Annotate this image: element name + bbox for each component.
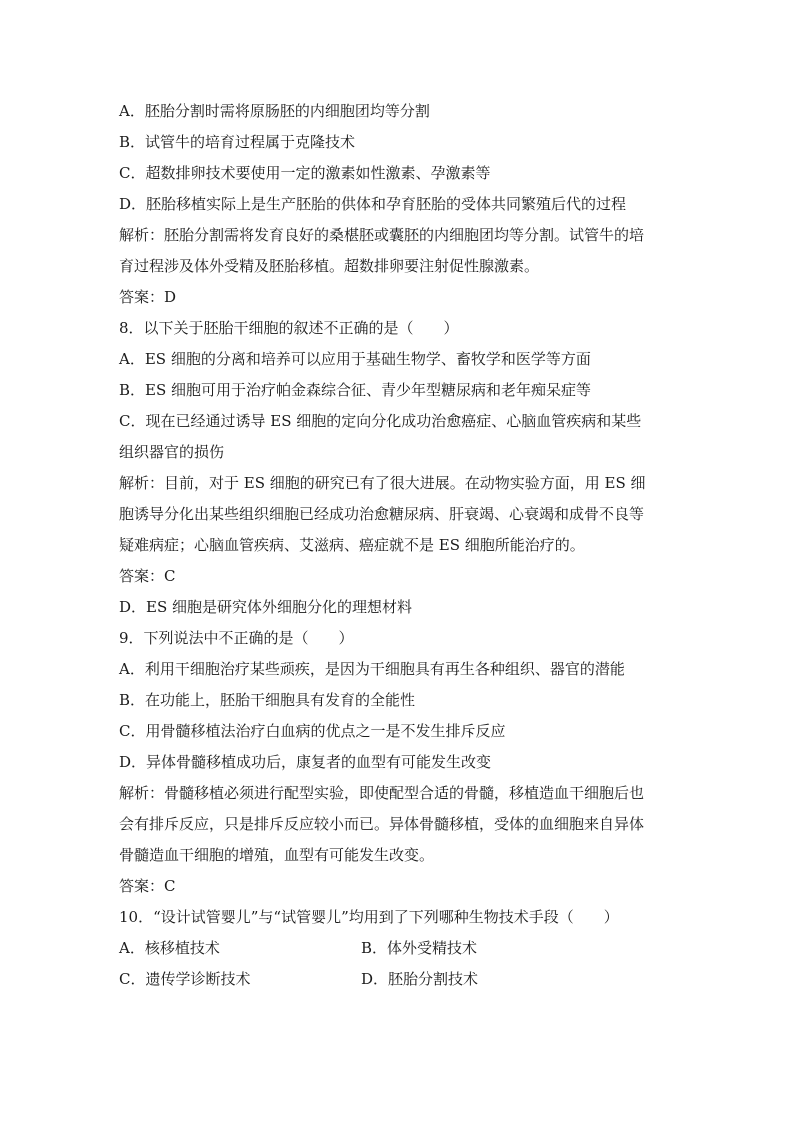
answer-8: 答案：C <box>119 567 176 585</box>
option-8a: A．ES 细胞的分离和培养可以应用于基础生物学、畜牧学和医学等方面 <box>119 350 591 368</box>
option-10d: D．胚胎分割技术 <box>361 970 479 988</box>
answer-7: 答案：D <box>119 288 177 306</box>
option-9b: B．在功能上，胚胎干细胞具有发育的全能性 <box>119 691 416 709</box>
option-9a: A．利用干细胞治疗某些顽疾，是因为干细胞具有再生各种组织、器官的潜能 <box>119 660 625 678</box>
option-10b: B．体外受精技术 <box>361 939 478 957</box>
analysis-9-line-1: 解析：骨髓移植必须进行配型实验，即使配型合适的骨髓，移植造血干细胞后也 <box>119 784 645 802</box>
option-7d: D．胚胎移植实际上是生产胚胎的供体和孕育胚胎的受体共同繁殖后代的过程 <box>119 195 627 213</box>
answer-9: 答案：C <box>119 877 176 895</box>
analysis-8-line-2: 胞诱导分化出某些组织细胞已经成功治愈糖尿病、肝衰竭、心衰竭和成骨不良等 <box>119 505 645 523</box>
option-10c: C．遗传学诊断技术 <box>119 970 251 988</box>
analysis-8-line-1: 解析：目前，对于 ES 细胞的研究已有了很大进展。在动物实验方面，用 ES 细 <box>119 474 646 492</box>
option-10a: A．核移植技术 <box>119 939 220 957</box>
document-page <box>119 96 679 995</box>
option-9d: D．异体骨髓移植成功后，康复者的血型有可能发生改变 <box>119 753 492 771</box>
analysis-9-line-2: 会有排斥反应，只是排斥反应较小而已。异体骨髓移植，受体的血细胞来自异体 <box>119 815 645 833</box>
question-8: 8．以下关于胚胎干细胞的叙述不正确的是（ ） <box>119 319 459 337</box>
analysis-8-line-3: 疑难病症；心脑血管疾病、艾滋病、癌症就不是 ES 细胞所能治疗的。 <box>119 536 585 554</box>
options-10-row-2 <box>119 964 679 995</box>
analysis-7-line-1: 解析：胚胎分割需将发育良好的桑椹胚或囊胚的内细胞团均等分割。试管牛的培 <box>119 226 645 244</box>
option-9c: C．用骨髓移植法治疗白血病的优点之一是不发生排斥反应 <box>119 722 506 740</box>
option-8b: B．ES 细胞可用于治疗帕金森综合征、青少年型糖尿病和老年痴呆症等 <box>119 381 592 399</box>
option-8c-line-2: 组织器官的损伤 <box>119 443 225 461</box>
option-7a: A．胚胎分割时需将原肠胚的内细胞团均等分割 <box>119 102 430 120</box>
option-7c: C．超数排卵技术要使用一定的激素如性激素、孕激素等 <box>119 164 491 182</box>
question-9: 9．下列说法中不正确的是（ ） <box>119 629 354 647</box>
analysis-9-line-3: 骨髓造血干细胞的增殖，血型有可能发生改变。 <box>119 846 435 864</box>
analysis-7-line-2: 育过程涉及体外受精及胚胎移植。超数排卵要注射促性腺激素。 <box>119 257 540 275</box>
options-10-row-1 <box>119 933 679 964</box>
question-10: 10．“设计试管婴儿”与“试管婴儿”均用到了下列哪种生物技术手段（ ） <box>119 908 619 926</box>
option-8d: D．ES 细胞是研究体外细胞分化的理想材料 <box>119 598 413 616</box>
option-7b: B．试管牛的培育过程属于克隆技术 <box>119 133 356 151</box>
option-8c-line-1: C．现在已经通过诱导 ES 细胞的定向分化成功治愈癌症、心脑血管疾病和某些 <box>119 412 642 430</box>
